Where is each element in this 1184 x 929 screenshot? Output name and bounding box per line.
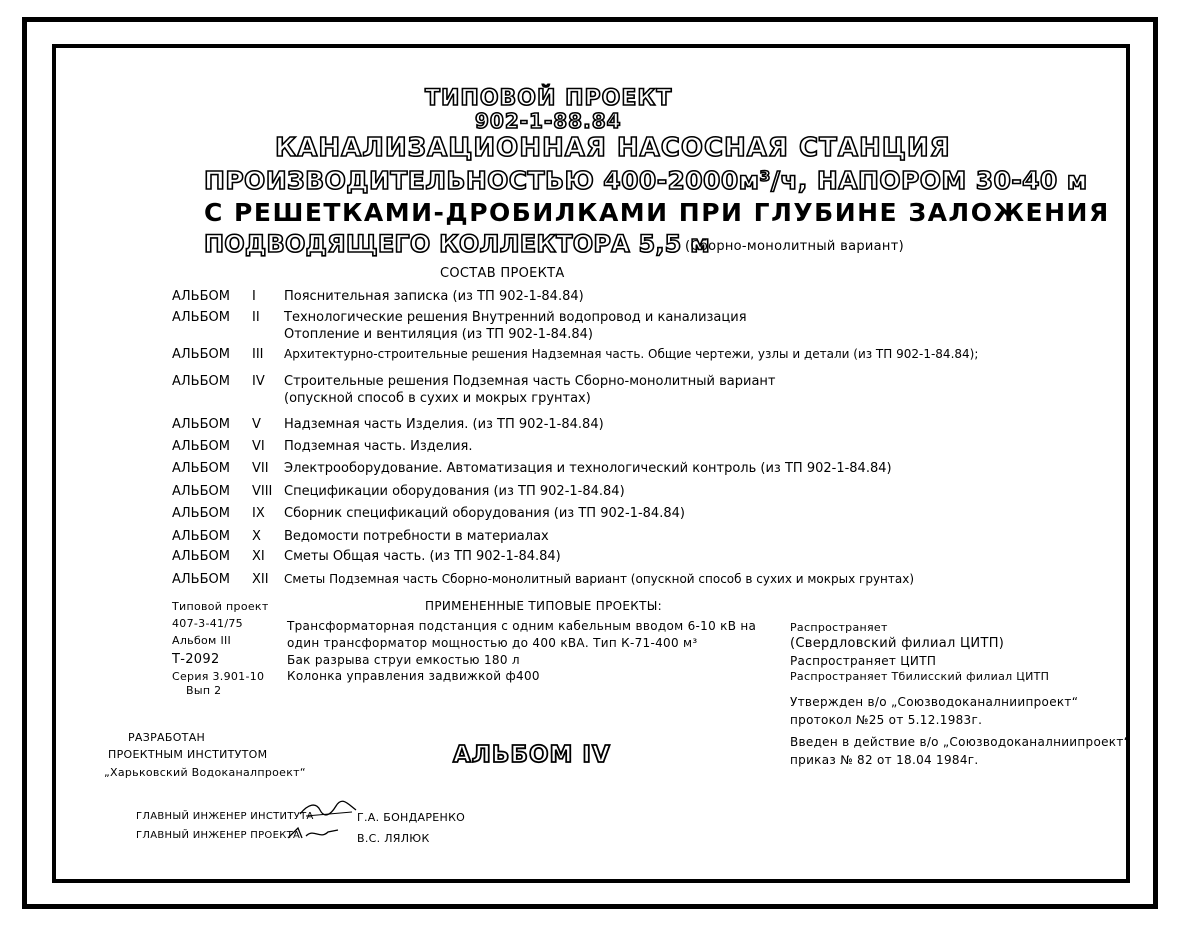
applied-title: ПРИМЕНЕННЫЕ ТИПОВЫЕ ПРОЕКТЫ: bbox=[425, 599, 662, 613]
developer-line-3: „Харьковский Водоканалпроект“ bbox=[104, 766, 306, 779]
signature-name-2: В.С. ЛЯЛЮК bbox=[357, 832, 430, 845]
approved-line: Утвержден в/о „Союзводоканалниипроект“ bbox=[790, 695, 1079, 709]
contents-title: СОСТАВ ПРОЕКТА bbox=[440, 266, 565, 281]
protocol-line: протокол №25 от 5.12.1983г. bbox=[790, 713, 983, 727]
title-project-number: 902-1-88.84 bbox=[475, 109, 622, 133]
applied-item-3: Колонка управления задвижкой ф400 bbox=[287, 669, 540, 683]
signature-scribble-1 bbox=[298, 800, 358, 818]
dist-line-3: Распространяет ЦИТП bbox=[790, 654, 937, 668]
dist-line-4: Распространяет Тбилисский филиал ЦИТП bbox=[790, 670, 1050, 683]
title-capacity: ПРОИЗВОДИТЕЛЬНОСТЬЮ 400-2000м³/ч, НАПОРОМ 30-40 м bbox=[204, 166, 1088, 195]
applied-left-6: Вып 2 bbox=[186, 684, 222, 697]
applied-left-1: Типовой проект bbox=[172, 600, 269, 613]
applied-item-1b: один трансформатор мощностью до 400 кВА. Тип К-71-400 м³ bbox=[287, 636, 698, 650]
developer-line-2: ПРОЕКТНЫМ ИНСТИТУТОМ bbox=[108, 748, 268, 761]
title-station: КАНАЛИЗАЦИОННАЯ НАСОСНАЯ СТАНЦИЯ bbox=[275, 133, 951, 163]
title-grates: С РЕШЕТКАМИ-ДРОБИЛКАМИ ПРИ ГЛУБИНЕ ЗАЛОЖЕНИЯ bbox=[204, 198, 1110, 227]
enacted-line: Введен в действие в/о „Союзводоканалниипроект“ bbox=[790, 735, 1131, 749]
signature-role-1: ГЛАВНЫЙ ИНЖЕНЕР ИНСТИТУТА bbox=[136, 811, 314, 822]
signature-scribble-2 bbox=[284, 824, 344, 842]
dist-line-1: Распространяет bbox=[790, 621, 888, 634]
applied-item-1: Трансформаторная подстанция с одним кабельным вводом 6-10 кВ на bbox=[287, 619, 757, 633]
title-type-project: ТИПОВОЙ ПРОЕКТ bbox=[425, 86, 673, 111]
applied-left-2: 407-3-41/75 bbox=[172, 617, 243, 630]
applied-left-3: Альбом III bbox=[172, 634, 232, 647]
applied-left-5: Серия 3.901-10 bbox=[172, 670, 265, 683]
applied-item-2: Бак разрыва струи емкостью 180 л bbox=[287, 653, 520, 667]
album-number-label: АЛЬБОМ IV bbox=[453, 742, 611, 768]
applied-left-4: Т-2092 bbox=[172, 652, 220, 667]
signature-name-1: Г.А. БОНДАРЕНКО bbox=[357, 811, 466, 824]
dist-line-2: (Свердловский филиал ЦИТП) bbox=[790, 636, 1005, 651]
title-variant-note: (Сборно-монолитный вариант) bbox=[685, 239, 904, 254]
signature-role-2: ГЛАВНЫЙ ИНЖЕНЕР ПРОЕКТА bbox=[136, 830, 301, 841]
title-collector: ПОДВОДЯЩЕГО КОЛЛЕКТОРА 5,5 м bbox=[204, 230, 710, 258]
developer-line-1: РАЗРАБОТАН bbox=[128, 731, 206, 744]
order-line: приказ № 82 от 18.04 1984г. bbox=[790, 753, 979, 767]
